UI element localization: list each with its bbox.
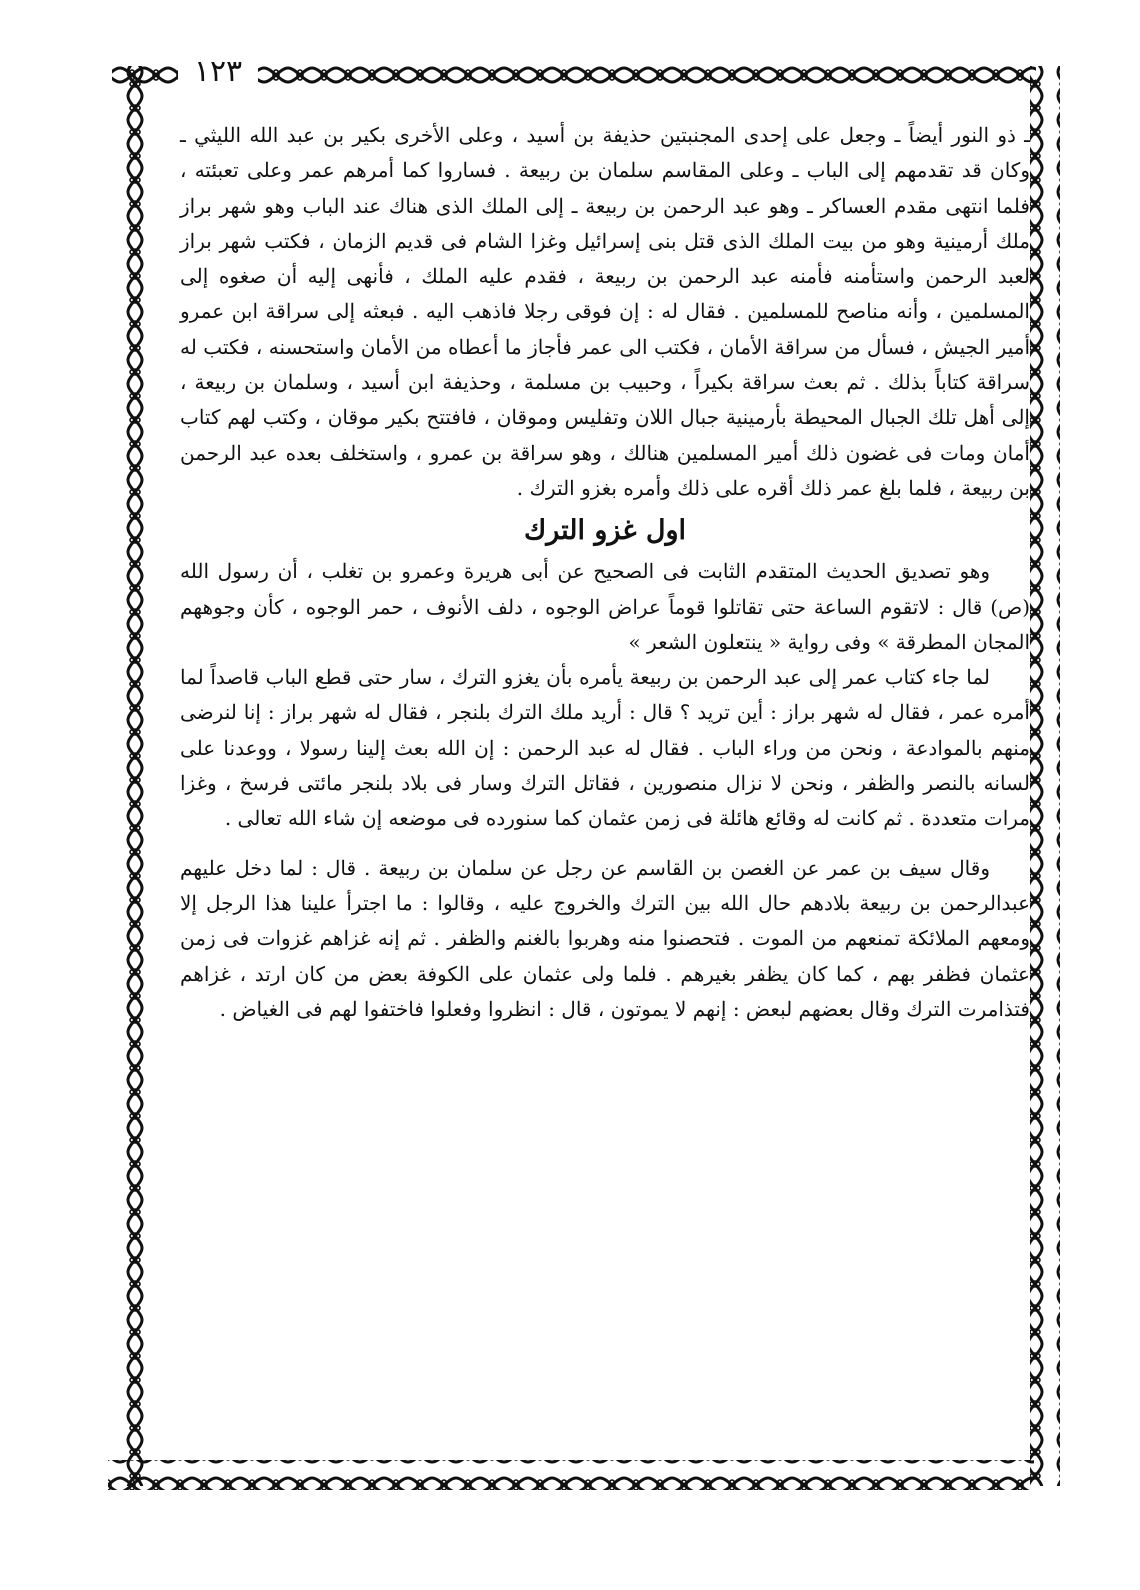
opening-paragraph: ـ ذو النور أيضاً ـ وجعل على إحدى المجنبتين حذيفة بن أسيد ، وعلى الأخرى بكير بن عبد الله الليثي ـ وكان قد تقدمهم إلى الباب ـ وعلى المقاسم سلمان بن ربيعة . فساروا كما أمرهم عمر وعلى تعبئته ، فلما انتهى مقدم العساكر ـ وهو عبد الرحمن بن ربيعة ـ إلى الملك الذى هناك عند الباب وهو شهر براز ملك أرمينية وهو من بيت الملك الذى قتل بنى إسرائيل وغزا الشام فى قديم الزمان ، فكتب شهر براز لعبد الرحمن واستأمنه فأمنه عبد الرحمن بن ربيعة ، فقدم عليه الملك ، فأنهى إليه أن صغوه إلى المسلمين ، وأنه مناصح للمسلمين . فقال له : إن فوقى رجلا فاذهب اليه . فبعثه إلى سراقة ابن عمرو أمير الجيش ، فسأل من سراقة الأمان ، فكتب الى عمر فأجاز ما أعطاه من الأمان واستحسنه ، فكتب له سراقة كتاباً بذلك . ثم بعث سراقة بكيراً ، وحبيب بن مسلمة ، وحذيفة ابن أسيد ، وسلمان بن ربيعة ، إلى أهل تلك الجبال المحيطة بأرمينية جبال اللان وتفليس وموقان ، فافتتح بكير موقان ، وكتب لهم كتاب أمان ومات فى غضون ذلك أمير المسلمين هنالك ، وهو سراقة بن عمرو ، واستخلف بعده عبد الرحمن بن ربيعة ، فلما بلغ عمر ذلك أقره على ذلك وأمره بغزو الترك . (180, 123, 1030, 500)
page-body (180, 118, 1030, 1027)
section-heading: اول غزو الترك (523, 515, 687, 547)
campaign-paragraph: لما جاء كتاب عمر إلى عبد الرحمن بن ربيعة يأمره بأن يغزو الترك ، سار حتى قطع الباب قاصداً لما أمره عمر ، فقال له شهر براز : أين تريد ؟ قال : أريد ملك الترك بلنجر ، فقال له شهر براز : إنا لنرضى منهم بالموادعة ، ونحن من وراء الباب . فقال له عبد الرحمن : إن الله بعث إلينا رسولا ، ووعدنا على لسانه بالنصر والظفر ، ونحن لا نزال منصورين ، فقاتل الترك وسار فى بلاد بلنجر مائتى فرسخ ، وغزا مرات متعددة . ثم كانت له وقائع هائلة فى زمن عثمان كما سنورده فى موضعه إن شاء الله تعالى . (180, 665, 1030, 831)
hadith-paragraph: وهو تصديق الحديث المتقدم الثابت فى الصحيح عن أبى هريرة وعمرو بن تغلب ، أن رسول الله (ص) قال : لاتقوم الساعة حتى تقاتلوا قوماً عراض الوجوه ، دلف الأنوف ، حمر الوجوه ، كأن وجوههم المجان المطرقة » وفى رواية « ينتعلون الشعر » (180, 559, 1030, 654)
page-number: ١٢٣ (178, 52, 258, 92)
narration-paragraph: وقال سيف بن عمر عن الغصن بن القاسم عن رجل عن سلمان بن ربيعة . قال : لما دخل عليهم عبدالرحمن بن ربيعة بلادهم حال الله بين الترك والخروج عليه ، وقالوا : ما اجترأ علينا هذا الرجل إلا ومعهم الملائكة تمنعهم من الموت . فتحصنوا منه وهربوا بالغنم والظفر . ثم إنه غزاهم غزوات فى زمن عثمان فظفر بهم ، كما كان يظفر بغيرهم . فلما ولى عثمان على الكوفة بعض من كان ارتد ، غزاهم فتذامرت الترك وقال بعضهم لبعض : إنهم لا يموتون ، قال : انظروا وفعلوا فاختفوا لهم فى الغياض . (180, 855, 1030, 1021)
